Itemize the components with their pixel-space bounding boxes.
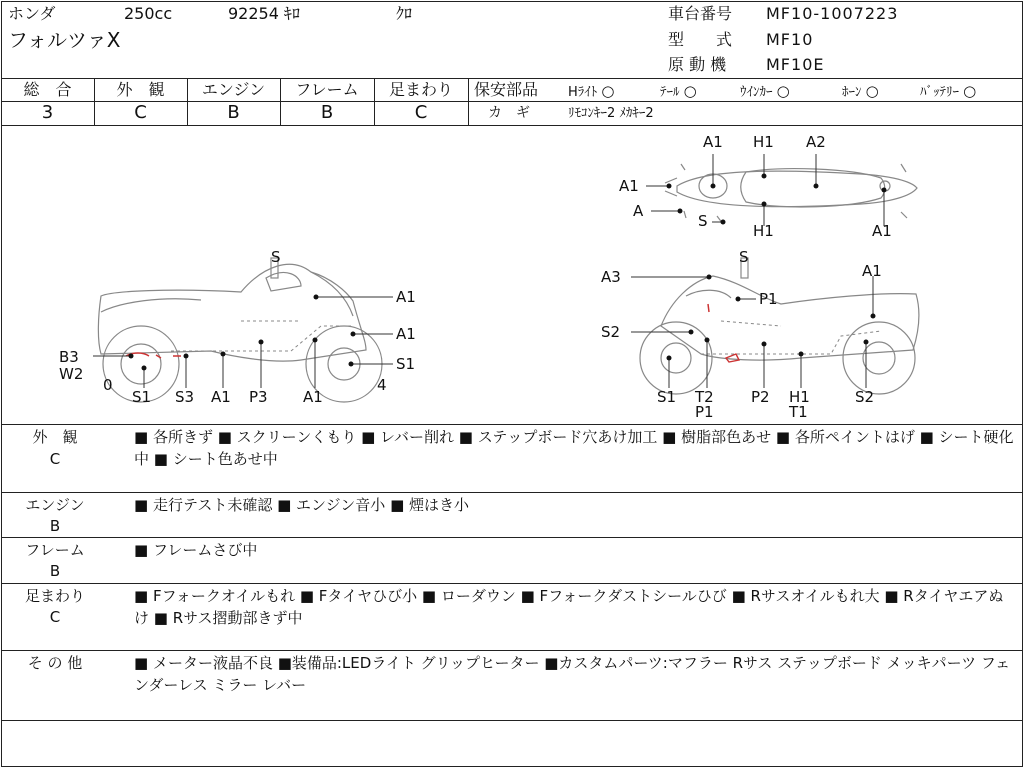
label-left-4: 4 (377, 376, 387, 394)
section-exterior-label: 外 観 (32, 428, 78, 446)
label-left-p3: P3 (249, 388, 268, 406)
label-right-a3: A3 (601, 268, 621, 286)
safety-item-battery (920, 81, 976, 103)
frame-no: MF10-1007223 (766, 4, 899, 23)
label-top-a: A (633, 202, 644, 220)
divider (1, 583, 1023, 584)
grade-header-frame: フレーム (295, 80, 359, 99)
model-name: フォルツァX (8, 28, 121, 52)
label-left-s3: S3 (175, 388, 195, 406)
section-engine-label: エンジン (25, 496, 85, 514)
color: ｸﾛ (396, 4, 413, 23)
divider (1, 78, 1023, 79)
safety-item-mark: ○ (865, 82, 879, 100)
section-exterior-notes: ■ 各所きず ■ スクリーンくもり ■ レバー削れ ■ ステップボード穴あけ加工 ■ 樹脂部色あせ ■ 各所ペイントはげ ■ シート硬化中 ■ シート色あせ中 (134, 428, 1014, 468)
key-label: カ ギ (488, 105, 530, 121)
label-top-a2: A2 (806, 133, 826, 151)
grade-exterior: C (134, 102, 147, 123)
label-right-p1-bottom: P1 (695, 403, 714, 421)
label-right-a1: A1 (862, 262, 882, 280)
grade-header-total: 総 合 (23, 80, 72, 99)
label-left-w2: W2 (59, 365, 84, 383)
label-right-s1: S1 (657, 388, 677, 406)
section-suspension-grade: C (49, 608, 61, 626)
grade-header-exterior: 外 観 (116, 80, 165, 99)
safety-item-mark: ○ (776, 82, 790, 100)
safety-item-name: ﾎｰﾝ (842, 85, 862, 100)
section-suspension-label: 足まわり (24, 587, 85, 605)
frame-no-label: 車台番号 (668, 4, 733, 23)
label-right-p1-top: P1 (759, 290, 778, 308)
grade-header-engine: エンジン (201, 80, 266, 99)
label-top-a1: A1 (703, 133, 723, 151)
type: MF10 (766, 30, 814, 49)
engine-label: 原 動 機 (668, 55, 727, 74)
grade-frame: B (320, 102, 334, 123)
mileage: 92254 ｷﾛ (228, 4, 300, 23)
label-top-a1-right: A1 (872, 222, 892, 240)
label-left-s1-right: S1 (396, 355, 416, 373)
key-value: ﾘﾓｺﾝｷｰ2 ﾒｶｷｰ2 (568, 106, 654, 121)
section-engine-notes: ■ 走行テスト未確認 ■ エンジン音小 ■ 煙はき小 (134, 496, 470, 514)
section-frame-label: フレーム (25, 541, 85, 559)
grade-suspension: C (414, 102, 428, 123)
safety-item-name: ﾃｰﾙ (660, 85, 680, 100)
safety-item-horn (842, 81, 879, 103)
label-top-h1: H1 (753, 133, 774, 151)
divider (1, 650, 1023, 651)
section-other-label: そ の 他 (27, 654, 83, 672)
label-top-s: S (698, 212, 708, 230)
grade-header-suspension: 足まわり (388, 80, 453, 99)
bike-left-view (98, 258, 382, 402)
label-left-a1-top: A1 (396, 288, 416, 306)
label-left-a1-front: A1 (303, 388, 323, 406)
label-right-s: S (739, 248, 749, 266)
grade-engine: B (227, 102, 240, 123)
safety-item-mark: ○ (601, 82, 615, 100)
label-top-a1-left: A1 (619, 177, 639, 195)
label-right-t2: T2 (695, 388, 714, 406)
safety-item-tail (660, 81, 697, 103)
label-right-h1: H1 (789, 388, 810, 406)
label-left-a1-mid: A1 (396, 325, 416, 343)
safety-item-headlight (568, 81, 615, 103)
section-suspension-notes: ■ Fフォークオイルもれ ■ Fタイヤひび小 ■ ローダウン ■ Fフォークダストシールひび ■ Rサスオイルもれ大 ■ Rタイヤエアぬけ ■ Rサス摺動部きず中 (134, 587, 1004, 627)
leader-lines (93, 154, 887, 388)
divider (1, 537, 1023, 538)
divider (1, 492, 1023, 493)
label-right-s2: S2 (855, 388, 875, 406)
displacement: 250cc (124, 4, 173, 23)
safety-item-name: Hﾗｲﾄ (568, 85, 598, 100)
type-label: 型 式 (668, 30, 733, 49)
safety-item-name: ﾊﾞｯﾃﾘｰ (920, 85, 959, 100)
damage-diagram (1, 126, 1023, 424)
safety-item-mark: ○ (963, 82, 977, 100)
maker: ホンダ (8, 4, 56, 23)
label-left-b3: B3 (59, 348, 79, 366)
section-exterior-grade: C (49, 450, 61, 468)
divider (1, 424, 1023, 425)
label-left-a1-bottom: A1 (211, 388, 231, 406)
safety-item-mark: ○ (683, 82, 697, 100)
label-right-p2: P2 (751, 388, 770, 406)
label-right-t1: T1 (789, 403, 808, 421)
label-left-0: 0 (103, 376, 113, 394)
engine: MF10E (766, 55, 825, 74)
section-other-notes: ■ メーター液晶不良 ■装備品:LEDライト グリップヒーター ■カスタムパーツ:マフラー Rサス ステップボード メッキパーツ フェンダーレス ミラー レバー (134, 654, 1011, 694)
section-engine-grade: B (49, 517, 61, 535)
section-frame-notes: ■ フレームさび中 (134, 541, 258, 559)
divider (468, 78, 469, 125)
label-top-h1-bottom: H1 (753, 222, 774, 240)
label-left-s: S (271, 248, 281, 266)
divider (1, 720, 1023, 721)
safety-item-winker (740, 81, 790, 103)
grade-total: 3 (41, 102, 54, 123)
section-frame-grade: B (49, 562, 61, 580)
safety-label: 保安部品 (474, 80, 539, 99)
label-left-s1: S1 (132, 388, 152, 406)
label-right-s2-left: S2 (601, 323, 621, 341)
safety-item-name: ｳｲﾝｶｰ (740, 85, 773, 100)
